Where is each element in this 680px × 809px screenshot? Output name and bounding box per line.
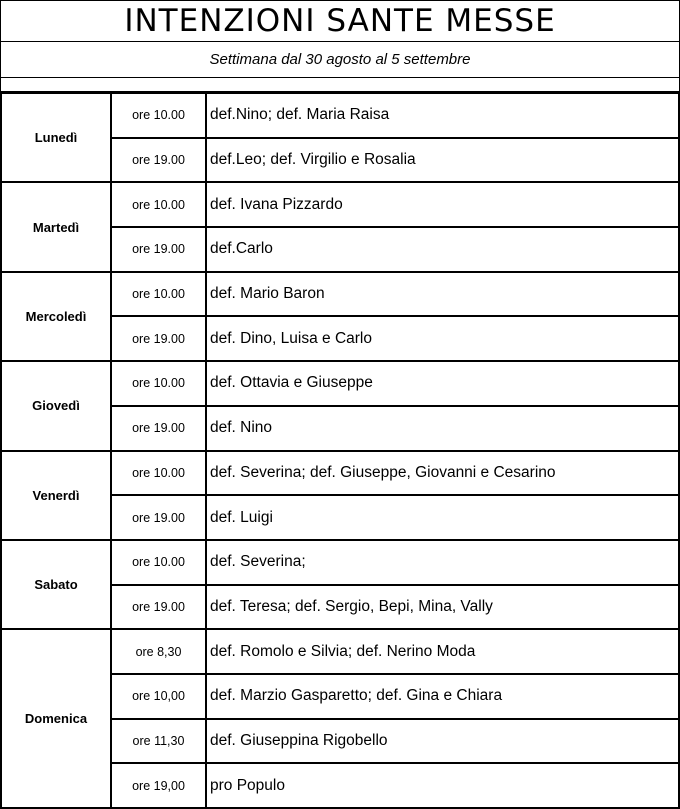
time-cell: ore 19.00 [111,138,206,183]
intention-cell: def. Severina; [206,540,679,585]
subtitle-box [0,41,680,78]
time-cell: ore 10.00 [111,272,206,317]
time-cell: ore 10.00 [111,451,206,496]
time-cell: ore 19,00 [111,763,206,808]
time-cell: ore 10,00 [111,674,206,719]
intention-cell: def. Teresa; def. Sergio, Bepi, Mina, Vally [206,585,679,630]
time-cell: ore 19.00 [111,495,206,540]
table-row [1,451,679,496]
intention-cell: def. Mario Baron [206,272,679,317]
day-cell: Martedì [1,182,111,271]
time-cell: ore 10.00 [111,540,206,585]
day-cell: Giovedì [1,361,111,450]
time-cell: ore 19.00 [111,406,206,451]
day-cell: Venerdì [1,451,111,540]
time-cell: ore 8,30 [111,629,206,674]
intention-cell: def. Luigi [206,495,679,540]
intention-cell: def. Marzio Gasparetto; def. Gina e Chiara [206,674,679,719]
title-box [0,0,680,42]
intention-cell: def. Giuseppina Rigobello [206,719,679,764]
time-cell: ore 19.00 [111,585,206,630]
intention-cell: def.Leo; def. Virgilio e Rosalia [206,138,679,183]
table-row [1,629,679,674]
time-cell: ore 19.00 [111,227,206,272]
table-row [1,361,679,406]
intention-cell: def. Nino [206,406,679,451]
day-cell: Sabato [1,540,111,629]
schedule-body [1,93,679,808]
intention-cell: pro Populo [206,763,679,808]
day-cell: Domenica [1,629,111,808]
time-cell: ore 10.00 [111,93,206,138]
time-cell: ore 10.00 [111,361,206,406]
intention-cell: def. Ottavia e Giuseppe [206,361,679,406]
intention-cell: def. Dino, Luisa e Carlo [206,316,679,361]
time-cell: ore 10.00 [111,182,206,227]
time-cell: ore 11,30 [111,719,206,764]
table-row [1,272,679,317]
intention-cell: def. Severina; def. Giuseppe, Giovanni e Cesarino [206,451,679,496]
spacer-row [0,78,680,93]
table-row [1,540,679,585]
time-cell: ore 19.00 [111,316,206,361]
intention-cell: def. Romolo e Silvia; def. Nerino Moda [206,629,679,674]
page-subtitle: Settimana dal 30 agosto al 5 settembre [209,50,471,68]
table-row [1,93,679,138]
table-row [1,182,679,227]
day-cell: Mercoledì [1,272,111,361]
intention-cell: def.Carlo [206,227,679,272]
day-cell: Lunedì [1,93,111,182]
intention-cell: def. Ivana Pizzardo [206,182,679,227]
intention-cell: def.Nino; def. Maria Raisa [206,93,679,138]
schedule-table [0,92,680,809]
page-title: INTENZIONI SANTE MESSE [124,3,556,39]
